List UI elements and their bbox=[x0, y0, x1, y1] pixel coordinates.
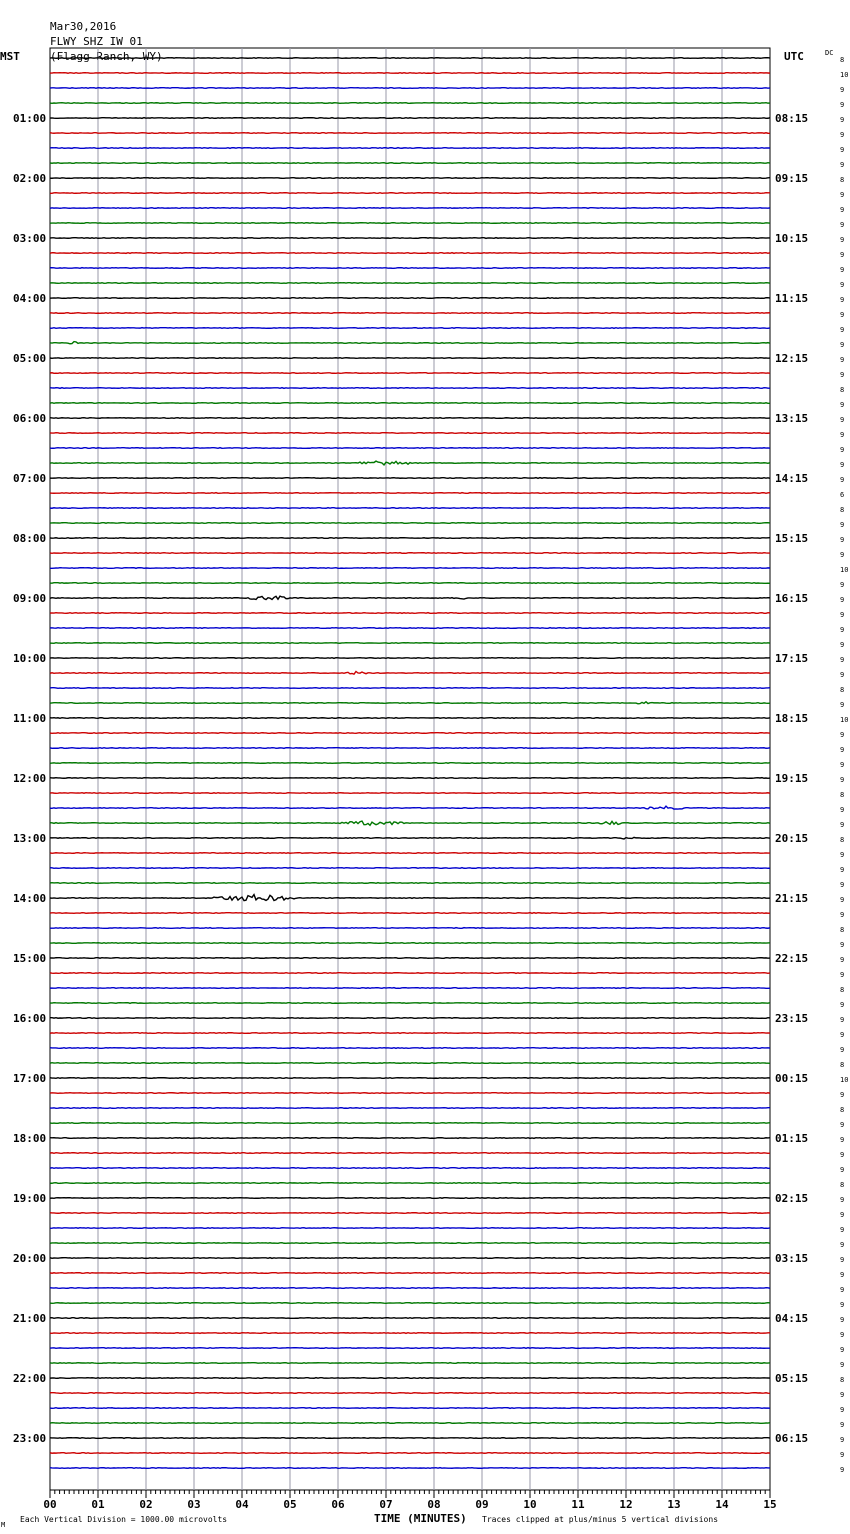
left-hour-label: 19:00 bbox=[13, 1192, 47, 1205]
right-hour-label: 06:15 bbox=[775, 1432, 809, 1445]
dc-value-label: 9 bbox=[840, 626, 845, 634]
dc-value-label: 9 bbox=[840, 221, 845, 229]
x-tick-label: 02 bbox=[139, 1498, 153, 1511]
right-hour-label: 10:15 bbox=[775, 232, 809, 245]
right-hour-label: 13:15 bbox=[775, 412, 809, 425]
x-tick-label: 05 bbox=[283, 1498, 297, 1511]
x-tick-label: 11 bbox=[571, 1498, 585, 1511]
dc-value-label: 9 bbox=[840, 731, 845, 739]
dc-value-label: 9 bbox=[840, 281, 845, 289]
dc-value-label: 10 bbox=[840, 716, 849, 724]
dc-value-label: 8 bbox=[840, 686, 845, 694]
dc-value-label: 9 bbox=[840, 401, 845, 409]
left-hour-label: 04:00 bbox=[13, 292, 47, 305]
seismic-trace bbox=[50, 523, 770, 524]
x-tick-label: 08 bbox=[427, 1498, 441, 1511]
left-hour-label: 05:00 bbox=[13, 352, 47, 365]
dc-value-label: 10 bbox=[840, 1076, 849, 1084]
seismic-trace bbox=[50, 1198, 770, 1199]
left-hour-label: 23:00 bbox=[13, 1432, 47, 1445]
seismic-trace bbox=[50, 133, 770, 134]
seismic-trace bbox=[50, 643, 770, 644]
seismic-trace bbox=[50, 853, 770, 854]
seismic-trace bbox=[50, 538, 770, 539]
dc-value-label: 9 bbox=[840, 521, 845, 529]
seismic-trace bbox=[50, 806, 770, 809]
seismic-trace bbox=[50, 568, 770, 569]
right-hour-label: 20:15 bbox=[775, 832, 809, 845]
seismic-trace bbox=[50, 688, 770, 689]
right-hour-label: 15:15 bbox=[775, 532, 809, 545]
dc-value-label: 9 bbox=[840, 1031, 845, 1039]
dc-value-label: 9 bbox=[840, 701, 845, 709]
right-hour-label: 23:15 bbox=[775, 1012, 809, 1025]
x-tick-label: 01 bbox=[91, 1498, 105, 1511]
dc-value-label: 8 bbox=[840, 926, 845, 934]
dc-value-label: 9 bbox=[840, 431, 845, 439]
seismic-trace bbox=[50, 388, 770, 389]
dc-value-label: 9 bbox=[840, 1136, 845, 1144]
x-tick-label: 14 bbox=[715, 1498, 729, 1511]
seismic-trace bbox=[50, 596, 770, 599]
seismic-trace bbox=[50, 223, 770, 224]
right-hour-label: 18:15 bbox=[775, 712, 809, 725]
right-hour-label: 11:15 bbox=[775, 292, 809, 305]
seismic-trace bbox=[50, 733, 770, 734]
dc-value-label: 9 bbox=[840, 1391, 845, 1399]
dc-value-label: 8 bbox=[840, 176, 845, 184]
x-tick-label: 09 bbox=[475, 1498, 489, 1511]
seismic-trace bbox=[50, 943, 770, 944]
seismic-trace bbox=[50, 433, 770, 434]
dc-value-label: 9 bbox=[840, 131, 845, 139]
dc-value-label: 9 bbox=[840, 1016, 845, 1024]
seismic-trace bbox=[50, 1243, 770, 1244]
seismic-trace bbox=[50, 821, 770, 825]
dc-value-label: 9 bbox=[840, 1451, 845, 1459]
dc-value-label: 8 bbox=[840, 1061, 845, 1069]
left-hour-label: 20:00 bbox=[13, 1252, 47, 1265]
dc-value-label: 9 bbox=[840, 761, 845, 769]
clip-note: Traces clipped at plus/minus 5 vertical divisions bbox=[482, 1515, 719, 1524]
dc-value-label: 9 bbox=[840, 1121, 845, 1129]
dc-value-label: 9 bbox=[840, 1256, 845, 1264]
right-hour-label: 12:15 bbox=[775, 352, 809, 365]
scale-note: Each Vertical Division = 1000.00 microvolts bbox=[20, 1515, 228, 1524]
dc-value-label: 9 bbox=[840, 851, 845, 859]
seismic-trace bbox=[50, 358, 770, 359]
dc-value-label: 9 bbox=[840, 296, 845, 304]
x-axis-label: TIME (MINUTES) bbox=[374, 1512, 467, 1525]
seismic-trace bbox=[50, 1318, 770, 1319]
dc-value-label: 9 bbox=[840, 146, 845, 154]
seismic-trace bbox=[50, 671, 770, 674]
dc-value-label: 8 bbox=[840, 506, 845, 514]
right-hour-label: 01:15 bbox=[775, 1132, 809, 1145]
seismic-trace bbox=[50, 103, 770, 104]
seismic-trace bbox=[50, 958, 770, 959]
dc-value-label: 9 bbox=[840, 1436, 845, 1444]
dc-value-label: 9 bbox=[840, 911, 845, 919]
dc-value-label: 9 bbox=[840, 1316, 845, 1324]
left-hour-label: 11:00 bbox=[13, 712, 47, 725]
dc-value-label: 8 bbox=[840, 836, 845, 844]
seismic-trace bbox=[50, 208, 770, 209]
station-label: FLWY SHZ IW 01 bbox=[50, 35, 143, 48]
seismic-trace bbox=[50, 1348, 770, 1349]
dc-value-label: 9 bbox=[840, 941, 845, 949]
dc-value-label: 9 bbox=[840, 86, 845, 94]
left-hour-label: 14:00 bbox=[13, 892, 47, 905]
date-label: Mar30,2016 bbox=[50, 20, 117, 33]
x-tick-label: 10 bbox=[523, 1498, 537, 1511]
dc-value-label: 9 bbox=[840, 356, 845, 364]
seismic-trace bbox=[50, 163, 770, 164]
seismic-trace bbox=[50, 1393, 770, 1394]
seismic-trace bbox=[50, 342, 770, 344]
dc-value-label: 9 bbox=[840, 1346, 845, 1354]
dc-value-label: 9 bbox=[840, 1301, 845, 1309]
left-hour-label: 06:00 bbox=[13, 412, 47, 425]
seismic-trace bbox=[50, 1303, 770, 1304]
seismic-trace bbox=[50, 1288, 770, 1289]
left-hour-label: 22:00 bbox=[13, 1372, 47, 1385]
dc-value-label: 9 bbox=[840, 1271, 845, 1279]
seismic-trace bbox=[50, 493, 770, 494]
seismic-trace bbox=[50, 928, 770, 929]
dc-value-label: 9 bbox=[840, 236, 845, 244]
seismic-trace bbox=[50, 461, 770, 465]
seismic-trace bbox=[50, 1063, 770, 1064]
dc-value-label: 10 bbox=[840, 566, 849, 574]
left-hour-label: 07:00 bbox=[13, 472, 47, 485]
seismic-trace bbox=[50, 702, 770, 704]
seismic-trace bbox=[50, 508, 770, 509]
seismic-trace bbox=[50, 973, 770, 974]
dc-value-label: 8 bbox=[840, 1181, 845, 1189]
seismic-trace bbox=[50, 583, 770, 584]
seismic-trace bbox=[50, 868, 770, 869]
dc-value-label: 9 bbox=[840, 821, 845, 829]
seismic-trace bbox=[50, 1453, 770, 1454]
dc-value-label: 8 bbox=[840, 1376, 845, 1384]
dc-value-label: 9 bbox=[840, 116, 845, 124]
seismic-trace bbox=[50, 553, 770, 554]
dc-value-label: 9 bbox=[840, 1001, 845, 1009]
seismic-trace bbox=[50, 837, 770, 839]
seismic-trace bbox=[50, 1333, 770, 1334]
right-hour-label: 04:15 bbox=[775, 1312, 809, 1325]
dc-value-label: 9 bbox=[840, 101, 845, 109]
dc-value-label: 9 bbox=[840, 1406, 845, 1414]
dc-value-label: 9 bbox=[840, 371, 845, 379]
seismic-trace bbox=[50, 313, 770, 314]
seismic-trace bbox=[50, 283, 770, 284]
seismic-trace bbox=[50, 298, 770, 299]
x-tick-label: 07 bbox=[379, 1498, 393, 1511]
left-hour-label: 17:00 bbox=[13, 1072, 47, 1085]
seismic-trace bbox=[50, 1108, 770, 1109]
dc-value-label: 9 bbox=[840, 416, 845, 424]
dc-value-label: 9 bbox=[840, 1211, 845, 1219]
seismic-trace bbox=[50, 403, 770, 404]
seismic-trace bbox=[50, 913, 770, 914]
seismic-trace bbox=[50, 1093, 770, 1094]
dc-value-label: 9 bbox=[840, 206, 845, 214]
dc-value-label: 8 bbox=[840, 986, 845, 994]
dc-value-label: 9 bbox=[840, 1046, 845, 1054]
seismic-trace bbox=[50, 1003, 770, 1004]
seismic-trace bbox=[50, 1168, 770, 1169]
left-hour-label: 03:00 bbox=[13, 232, 47, 245]
seismic-trace bbox=[50, 778, 770, 779]
seismic-trace bbox=[50, 88, 770, 89]
seismic-trace bbox=[50, 895, 770, 901]
seismic-trace bbox=[50, 613, 770, 614]
seismic-trace bbox=[50, 328, 770, 329]
seismic-trace bbox=[50, 448, 770, 449]
seismic-trace bbox=[50, 178, 770, 179]
right-hour-label: 14:15 bbox=[775, 472, 809, 485]
x-tick-label: 06 bbox=[331, 1498, 345, 1511]
dc-value-label: 9 bbox=[840, 596, 845, 604]
left-hour-label: 15:00 bbox=[13, 952, 47, 965]
seismic-trace bbox=[50, 478, 770, 479]
dc-value-label: 9 bbox=[840, 1151, 845, 1159]
x-tick-label: 04 bbox=[235, 1498, 249, 1511]
seismic-trace bbox=[50, 1228, 770, 1229]
dc-value-label: 9 bbox=[840, 266, 845, 274]
dc-value-label: 9 bbox=[840, 1166, 845, 1174]
seismic-trace bbox=[50, 1018, 770, 1019]
right-hour-label: 00:15 bbox=[775, 1072, 809, 1085]
seismic-trace bbox=[50, 1423, 770, 1424]
seismic-trace bbox=[50, 793, 770, 794]
dc-value-label: 9 bbox=[840, 881, 845, 889]
seismic-trace bbox=[50, 118, 770, 119]
dc-value-label: 9 bbox=[840, 536, 845, 544]
left-hour-label: 10:00 bbox=[13, 652, 47, 665]
right-hour-label: 17:15 bbox=[775, 652, 809, 665]
location-label: (Flagg Ranch, WY) bbox=[50, 50, 163, 63]
seismic-trace bbox=[50, 1273, 770, 1274]
dc-value-label: 9 bbox=[840, 161, 845, 169]
dc-value-label: 9 bbox=[840, 446, 845, 454]
seismic-trace bbox=[50, 1438, 770, 1439]
dc-value-label: 9 bbox=[840, 581, 845, 589]
x-tick-label: 03 bbox=[187, 1498, 201, 1511]
seismic-trace bbox=[50, 1378, 770, 1379]
seismic-trace bbox=[50, 1153, 770, 1154]
dc-value-label: 10 bbox=[840, 71, 849, 79]
seismic-trace bbox=[50, 1258, 770, 1259]
left-hour-label: 09:00 bbox=[13, 592, 47, 605]
x-tick-label: 15 bbox=[763, 1498, 777, 1511]
x-tick-label: 13 bbox=[667, 1498, 681, 1511]
seismic-trace bbox=[50, 658, 770, 659]
dc-value-label: 9 bbox=[840, 956, 845, 964]
dc-value-label: 8 bbox=[840, 56, 845, 64]
left-hour-label: 08:00 bbox=[13, 532, 47, 545]
dc-value-label: 9 bbox=[840, 1286, 845, 1294]
seismic-trace bbox=[50, 883, 770, 884]
dc-value-label: 9 bbox=[840, 1421, 845, 1429]
dc-value-label: 9 bbox=[840, 746, 845, 754]
dc-value-label: 6 bbox=[840, 491, 845, 499]
seismic-trace bbox=[50, 1213, 770, 1214]
left-hour-label: 12:00 bbox=[13, 772, 47, 785]
left-timezone-label: MST bbox=[0, 50, 20, 63]
seismic-trace bbox=[50, 748, 770, 749]
seismic-trace bbox=[50, 1123, 770, 1124]
seismic-trace bbox=[50, 418, 770, 419]
right-hour-label: 16:15 bbox=[775, 592, 809, 605]
seismic-trace bbox=[50, 1138, 770, 1139]
seismic-trace bbox=[50, 148, 770, 149]
right-timezone-label: UTC bbox=[784, 50, 804, 63]
dc-value-label: 9 bbox=[840, 611, 845, 619]
seismic-trace bbox=[50, 193, 770, 194]
dc-value-label: 9 bbox=[840, 251, 845, 259]
right-hour-label: 03:15 bbox=[775, 1252, 809, 1265]
seismic-trace bbox=[50, 268, 770, 269]
right-hour-label: 19:15 bbox=[775, 772, 809, 785]
dc-value-label: 9 bbox=[840, 1361, 845, 1369]
seismic-trace bbox=[50, 253, 770, 254]
x-tick-label: 12 bbox=[619, 1498, 633, 1511]
left-hour-label: 16:00 bbox=[13, 1012, 47, 1025]
dc-value-label: 8 bbox=[840, 386, 845, 394]
dc-value-label: 9 bbox=[840, 866, 845, 874]
seismic-trace bbox=[50, 73, 770, 74]
seismic-trace bbox=[50, 238, 770, 239]
dc-value-label: 8 bbox=[840, 791, 845, 799]
right-hour-label: 08:15 bbox=[775, 112, 809, 125]
dc-value-label: 9 bbox=[840, 1226, 845, 1234]
dc-value-label: 9 bbox=[840, 311, 845, 319]
right-hour-label: 09:15 bbox=[775, 172, 809, 185]
seismic-trace bbox=[50, 1408, 770, 1409]
seismic-trace bbox=[50, 1048, 770, 1049]
dc-value-label: 9 bbox=[840, 896, 845, 904]
dc-value-label: 9 bbox=[840, 191, 845, 199]
seismic-trace bbox=[50, 763, 770, 764]
dc-value-label: 9 bbox=[840, 1331, 845, 1339]
corner-mark: M bbox=[1, 1521, 6, 1529]
dc-value-label: 9 bbox=[840, 341, 845, 349]
x-tick-label: 00 bbox=[43, 1498, 57, 1511]
left-hour-label: 21:00 bbox=[13, 1312, 47, 1325]
right-hour-label: 05:15 bbox=[775, 1372, 809, 1385]
seismic-trace bbox=[50, 1033, 770, 1034]
dc-value-label: 9 bbox=[840, 1466, 845, 1474]
dc-value-label: 8 bbox=[840, 1106, 845, 1114]
right-hour-label: 21:15 bbox=[775, 892, 809, 905]
dc-value-label: 9 bbox=[840, 806, 845, 814]
dc-value-label: 9 bbox=[840, 326, 845, 334]
dc-value-label: 9 bbox=[840, 971, 845, 979]
seismic-trace bbox=[50, 718, 770, 719]
left-hour-label: 18:00 bbox=[13, 1132, 47, 1145]
dc-value-label: 9 bbox=[840, 776, 845, 784]
seismic-trace bbox=[50, 628, 770, 629]
right-hour-label: 22:15 bbox=[775, 952, 809, 965]
seismic-trace bbox=[50, 1468, 770, 1469]
dc-value-label: 9 bbox=[840, 1196, 845, 1204]
dc-column-label: DC bbox=[825, 49, 834, 57]
seismic-trace bbox=[50, 988, 770, 989]
left-hour-label: 02:00 bbox=[13, 172, 47, 185]
seismic-trace bbox=[50, 1363, 770, 1364]
dc-value-label: 9 bbox=[840, 1091, 845, 1099]
dc-value-label: 9 bbox=[840, 641, 845, 649]
dc-value-label: 9 bbox=[840, 551, 845, 559]
seismic-trace bbox=[50, 373, 770, 374]
right-hour-label: 02:15 bbox=[775, 1192, 809, 1205]
left-hour-label: 01:00 bbox=[13, 112, 47, 125]
dc-value-label: 9 bbox=[840, 671, 845, 679]
left-hour-label: 13:00 bbox=[13, 832, 47, 845]
dc-value-label: 9 bbox=[840, 461, 845, 469]
dc-value-label: 9 bbox=[840, 1241, 845, 1249]
seismic-trace bbox=[50, 58, 770, 59]
dc-value-label: 9 bbox=[840, 476, 845, 484]
seismic-trace bbox=[50, 1183, 770, 1184]
dc-value-label: 9 bbox=[840, 656, 845, 664]
seismic-trace bbox=[50, 1078, 770, 1079]
